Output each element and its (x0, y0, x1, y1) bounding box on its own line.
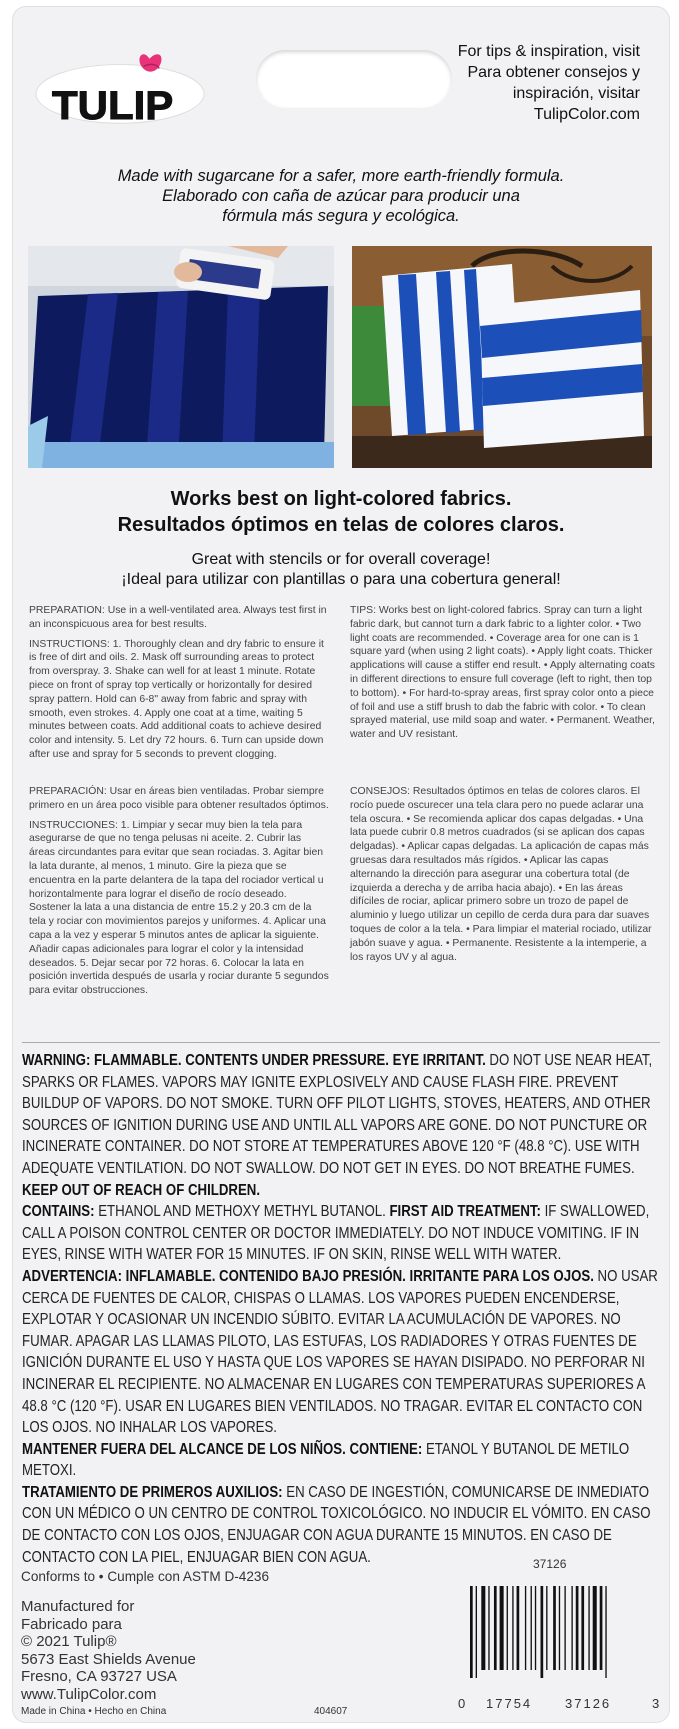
instructions-en (29, 604, 329, 768)
striped-pillows-photo (352, 246, 652, 468)
brand-name: TULIP (52, 84, 174, 128)
manufacturer-line: © 2021 Tulip® (21, 1633, 117, 1651)
instructions-text-en: INSTRUCTIONS: 1. Thoroughly clean and dry fabric to ensure it is free of dirt and oils. 2. Mask off surrounding areas to protect from overspray. 3. Shake can well for at least 1 minute. Rotate piece on front of spray top vertically or horizontally for desired spray pattern. Hold can 6-8" away from fabric and spray with smooth, even strokes. 4. Apply one coat at a time, waiting 5 minutes between coats. Add additional coats to achieve desired color and intensity. 5. Let dry 72 hours. 6. Turn can upside down after use and spray for 5 seconds to prevent clogging. (29, 638, 324, 760)
barcode-bar (588, 1586, 589, 1670)
barcode-bar (531, 1586, 532, 1670)
manufacturer-line: Fresno, CA 93727 USA (21, 1668, 177, 1686)
first-aid-text-en: IF SWALLOWED, CALL A POISON CONTROL CENTER OR DOCTOR IMMEDIATELY. DO NOT INDUCE VOMITING. IF IN EYES, RINSE WITH WATER FOR 15 MINUTES. IF ON SKIN, RINSE WELL WITH WATER. (22, 1203, 650, 1264)
barcode-last-digit: 3 (652, 1696, 660, 1711)
barcode-bar (494, 1586, 497, 1670)
barcode-bar (541, 1586, 544, 1678)
tips-inspiration (458, 41, 640, 125)
barcode-bar (470, 1586, 473, 1678)
barcode-bar (535, 1586, 536, 1670)
barcode-bar (525, 1586, 526, 1670)
barcode-bar (576, 1586, 579, 1670)
contains-text-es: ETANOL Y BUTANOL DE METILO METOXI. (22, 1440, 630, 1480)
warning-es (22, 1266, 662, 1439)
tips-line: For tips & inspiration, visit (457, 43, 640, 60)
barcode-bar (571, 1586, 572, 1670)
barcode-bar (559, 1586, 560, 1670)
made-in: Made in China • Hecho en China (21, 1706, 167, 1717)
warning-body-en: DO NOT USE NEAR HEAT, SPARKS OR FLAMES. VAPORS MAY IGNITE EXPLOSIVELY AND CAUSE FLASH FIRE. PREVENT BUILDUP OF VAPORS. DO NOT SMOKE. TURN OFF PILOT LIGHTS, STOVES, HEATERS, AND OTHER SOURCES OF IGNITION DURING USE AND UNTIL ALL VAPORS ARE GONE. DO NOT PUNCTURE OR INCINERATE CONTAINER. DO NOT STORE AT TEMPERATURES ABOVE 120 °F (48.8 °C). USE WITH ADEQUATE VENTILATION. DO NOT SWALLOW. DO NOT GET IN EYES. DO NOT BREATHE FUMES. (22, 1052, 653, 1177)
barcode-left-digits: 17754 (486, 1696, 533, 1711)
manufacturer-line: 5673 East Shields Avenue (21, 1650, 196, 1668)
headline-en: Works best on light-colored fabrics. (170, 488, 512, 510)
tips-en (350, 604, 656, 748)
subline-en: Great with stencils or for overall coverage! (191, 551, 491, 568)
keep-out-en: KEEP OUT OF REACH OF CHILDREN. (22, 1181, 261, 1199)
tips-line: TulipColor.com (533, 106, 640, 123)
conforms-text: Conforms to • Cumple con ASTM D-4236 (21, 1569, 270, 1584)
subline (12, 550, 670, 590)
barcode-bar (476, 1586, 477, 1678)
tips-line: Para obtener consejos y (467, 64, 640, 81)
preparation-en: PREPARATION: Use in a well-ventilated area. Always test first in an inconspicuous area for best results. (29, 605, 327, 630)
subline-es: ¡Ideal para utilizar con plantillas o para una cobertura general! (121, 571, 561, 588)
contains-label-en: CONTAINS: (22, 1203, 95, 1221)
warning-lead-es: ADVERTENCIA: INFLAMABLE. CONTENIDO BAJO PRESIÓN. IRRITANTE PARA LOS OJOS. (22, 1267, 594, 1285)
sugarcane-line: Made with sugarcane for a safer, more earth-friendly formula. (117, 167, 565, 185)
contains-text-en: ETHANOL AND METHOXY METHYL BUTANOL. (94, 1203, 390, 1221)
headline-es: Resultados óptimos en telas de colores claros. (117, 514, 565, 536)
instructions-es (29, 785, 329, 1004)
contains-es (22, 1439, 662, 1482)
barcode (470, 1586, 650, 1694)
first-aid-text-es: EN CASO DE INGESTIÓN, COMUNICARSE DE INMEDIATO CON UN MÉDICO O UN CENTRO DE CONTROL TOXICOLÓGICO. NO INDUCIR EL VÓMITO. EN CASO DE CONTACTO CON LOS OJOS, ENJUAGAR CON AGUA DURANTE 15 MINUTOS. EN CASO DE CONTACTO CON LA PIEL, ENJUAGAR BIEN CON AGUA. (22, 1483, 651, 1566)
barcode-bar (581, 1586, 584, 1670)
sugarcane-line: Elaborado con caña de azúcar para producir una (162, 187, 520, 205)
warning-en (22, 1050, 662, 1201)
manufacturer-info (21, 1598, 196, 1704)
barcode-bar (593, 1586, 597, 1670)
contains-en (22, 1201, 662, 1266)
barcode-bar (507, 1586, 508, 1670)
barcode-bar (488, 1586, 489, 1670)
warning-body-es: NO USAR CERCA DE FUENTES DE CALOR, CHISPAS O LLAMAS. LOS VAPORES PUEDEN ENCENDERSE, EXPLOTAR Y OCASIONAR UN INCENDIO SÚBITO. EVITAR LA ACUMULACIÓN DE VAPORES. NO FUMAR. APAGAR LAS LLAMAS PILOTO, LAS ESTUFAS, LOS RADIADORES Y OTRAS FUENTES DE IGNICIÓN DURANTE EL USO Y HASTA QUE LOS VAPORES SE HAYAN DISIPADO. NO PERFORAR NI INCINERAR EL RECIPIENTE. NO ALMACENAR EN LUGARES CON TEMPERATURAS SUPERIORES A 48.8 °C (120 °F). USAR EN LUGARES BIEN VENTILADOS. NO TRAGAR. EVITAR EL CONTACTO CON LOS OJOS. NO INHALAR LOS VAPORES. (22, 1267, 658, 1437)
barcode-bar (605, 1586, 606, 1678)
package-back (12, 6, 670, 1723)
barcode-bar (546, 1586, 547, 1670)
instructions-text-es: INSTRUCCIONES: 1. Limpiar y secar muy bien la tela para asegurarse de que no tenga pelusas ni aceite. 2. Cubrir las áreas circundantes para evitar que sean rociadas. 3. Agitar bien la lata durante, al menos, 1 minuto. Gire la pieza que se encuentra en la parte delantera de la tapa del rociador vertical u horizontalmente para lograr el diseño de rocío deseado. Sostener la lata a una distancia de entre 15.2 y 20.3 cm de la tela y rociar con movimientos parejos y uniformes. 4. Aplicar una capa a la vez y esperar 5 minutos antes de aplicar la siguiente. Añadir capas adicionales para lograr el color y la intensidad deseados. 5. Dejar secar por 72 horas. 6. Colocar la lata en posición invertida después de usarla y rociar durante 5 segundos para evitar obstrucciones. (29, 819, 329, 997)
manufacturer-line: Fabricado para (21, 1615, 122, 1633)
barcode-bar (600, 1586, 603, 1670)
manufacturer-line: www.TulipColor.com (21, 1685, 157, 1703)
barcode-bar (500, 1586, 504, 1670)
manufacturer-line: Manufactured for (21, 1598, 135, 1615)
tips-es (350, 785, 656, 970)
barcode-right-digits: 37126 (565, 1696, 612, 1711)
barcode-bar (553, 1586, 556, 1670)
barcode-bar (517, 1586, 520, 1670)
barcode-first-digit: 0 (458, 1696, 466, 1711)
barcode-bar (512, 1586, 513, 1670)
tips-text-es: CONSEJOS: Resultados óptimos en telas de colores claros. El rocío puede oscurecer una tela clara pero no puede aclarar una tela oscura. • Se recomienda aplicar dos capas delgadas. • Una lata puede cubrir 0.8 metros cuadrados (si se aplican dos capas delgadas). • Aplicar capas delgadas. La aplicación de capas más gruesas dara resultados más rígidos. • Aplicar las capas alternando la dirección para asegurar una cobertura total (de izquierda a derecha y de arriba hacia abajo). • En las áreas difíciles de rociar, aplicar primero sobre un trozo de papel de aluminio y luego utilizar un cepillo de cerda dura para dar suaves toques de color a la tela. • Para limpiar el material rociado, utilizar jabón suave y agua. • Permanente. Resistente a la intemperie, a los rayos UV y al agua. (350, 786, 652, 963)
hang-hole (256, 50, 452, 108)
barcode-bar (481, 1586, 485, 1670)
warnings (22, 1050, 662, 1568)
divider (22, 1042, 660, 1043)
tips-text-en: TIPS: Works best on light-colored fabrics. Spray can turn a light fabric dark, but cannot turn a dark fabric to a lighter color. • Two light coats are recommended. • Coverage area for one can is 1 square yard (when using 2 light coats). • Apply light coats. Thicker applications will cause a stiffer end result. • Apply alternating coats in different directions to ensure full coverage (left to right, then top to bottom). • For hard-to-spray areas, first spray color onto a piece of foil and use a stiff brush to dab the fabric with color. • To clean sprayed material, use mild soap and water. • Permanent. Weather, water and UV resistant. (350, 605, 655, 741)
spray-fabric-photo (28, 246, 334, 468)
barcode-bar (564, 1586, 565, 1670)
headline (12, 486, 670, 538)
preparation-es: PREPARACIÓN: Usar en áreas bien ventiladas. Probar siempre primero en un área poco visible para obtener resultados óptimos. (29, 786, 329, 811)
warning-lead-en: WARNING: FLAMMABLE. CONTENTS UNDER PRESSURE. EYE IRRITANT. (22, 1052, 486, 1069)
keep-out-es: MANTENER FUERA DEL ALCANCE DE LOS NIÑOS. CONTIENE: (22, 1440, 423, 1458)
product-code: 37126 (533, 1557, 567, 1571)
sugarcane-statement (12, 166, 670, 226)
first-aid-label-en: FIRST AID TREATMENT: (389, 1203, 541, 1221)
first-aid-label-es: TRATAMIENTO DE PRIMEROS AUXILIOS: (22, 1483, 283, 1501)
tips-line: inspiración, visitar (512, 85, 640, 102)
lot-number: 404607 (314, 1706, 348, 1717)
sugarcane-line: fórmula más segura y ecológica. (222, 207, 460, 225)
